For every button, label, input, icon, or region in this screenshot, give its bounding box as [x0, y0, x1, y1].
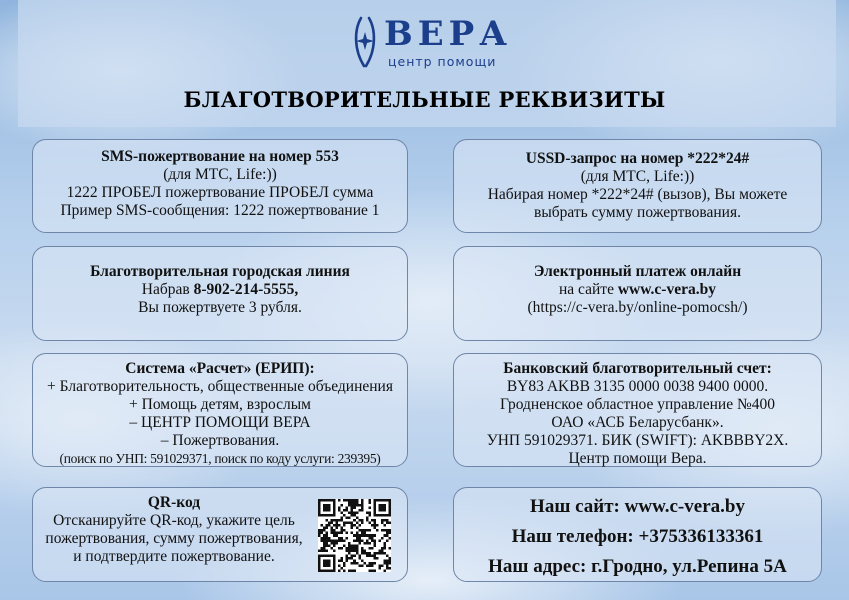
online-site-link[interactable]: www.c-vera.by	[617, 281, 716, 298]
ussd-operators: (для МТС, Life:))	[580, 168, 695, 185]
bank-codes: УНП 591029371. БИК (SWIFT): AKBBBY2X.	[486, 432, 789, 449]
city-line-amount: Вы пожертвуете 3 рубля.	[138, 299, 302, 316]
sms-example: Пример SMS-сообщения: 1222 пожертвование 1	[60, 202, 380, 219]
city-line-phone: 8-902-214-5555,	[193, 281, 299, 298]
qr-heading: QR-код	[147, 494, 201, 511]
city-line-phone-row	[33, 281, 407, 299]
qr-code-icon[interactable]	[318, 499, 391, 572]
page-title: БЛАГОТВОРИТЕЛЬНЫЕ РЕКВИЗИТЫ	[183, 87, 666, 112]
ussd-instruction-cont: выбрать сумму пожертвования.	[534, 204, 741, 221]
bank-name: ОАО «АСБ Беларусбанк».	[551, 414, 724, 431]
qr-instruction-3: и подтвердите пожертвование.	[73, 548, 275, 565]
logo-name: ВЕРА	[384, 14, 512, 54]
online-heading: Электронный платеж онлайн	[533, 263, 742, 280]
erip-search-hint: (поиск по УНП: 591029371, поиск по коду услуги: 239395)	[59, 451, 381, 466]
erip-path-3: – ЦЕНТР ПОМОЩИ ВЕРА	[129, 414, 311, 431]
qr-instruction-2: пожертвования, сумму пожертвования,	[45, 530, 303, 547]
sms-heading: SMS-пожертвование на номер 553	[101, 148, 339, 165]
contact-address: Наш адрес: г.Гродно, ул.Репина 5А	[488, 556, 787, 577]
bank-iban: BY83 AKBB 3135 0000 0038 9400 0000.	[506, 378, 769, 395]
contact-phone[interactable]: Наш телефон: +375336133361	[511, 526, 764, 547]
erip-card	[32, 353, 408, 467]
qr-text-block	[39, 494, 309, 566]
city-line-card	[32, 246, 408, 341]
contacts-card	[453, 487, 822, 582]
bank-recipient: Центр помощи Вера.	[568, 450, 707, 467]
qr-instruction-1: Отсканируйте QR-код, укажите цель	[53, 512, 295, 529]
erip-path-2: + Помощь детям, взрослым	[129, 396, 311, 413]
ussd-heading: USSD-запрос на номер *222*24#	[525, 150, 750, 167]
sms-format: 1222 ПРОБЕЛ пожертвование ПРОБЕЛ сумма	[66, 184, 374, 201]
city-line-heading: Благотворительная городская линия	[90, 263, 350, 280]
bank-branch: Гродненское областное управление №400	[499, 396, 775, 413]
sms-operators: (для МТС, Life:))	[163, 166, 277, 183]
city-line-prefix: Набрав	[141, 281, 194, 298]
online-url[interactable]: (https://c-vera.by/online-pomocsh/)	[527, 299, 748, 316]
logo-mark-icon	[352, 16, 378, 68]
online-site-row	[454, 281, 821, 299]
erip-path-4: – Пожертвования.	[160, 432, 280, 449]
bank-account-card	[453, 353, 822, 467]
logo	[352, 14, 512, 70]
qr-modules	[318, 499, 391, 572]
online-site-prefix: на сайте	[559, 281, 618, 298]
contact-site[interactable]: Наш сайт: www.c-vera.by	[530, 496, 745, 517]
ussd-instruction: Набирая номер *222*24# (вызов), Вы можете	[487, 186, 788, 203]
logo-subtitle: центр помощи	[388, 54, 497, 69]
erip-heading: Система «Расчет» (ЕРИП):	[125, 360, 315, 377]
ussd-donation-card	[453, 139, 822, 233]
qr-card	[32, 487, 408, 582]
online-payment-card	[453, 246, 822, 341]
bank-heading: Банковский благотворительный счет:	[503, 360, 772, 377]
sms-donation-card	[32, 139, 408, 233]
erip-path-1: + Благотворительность, общественные объединения	[47, 378, 393, 395]
